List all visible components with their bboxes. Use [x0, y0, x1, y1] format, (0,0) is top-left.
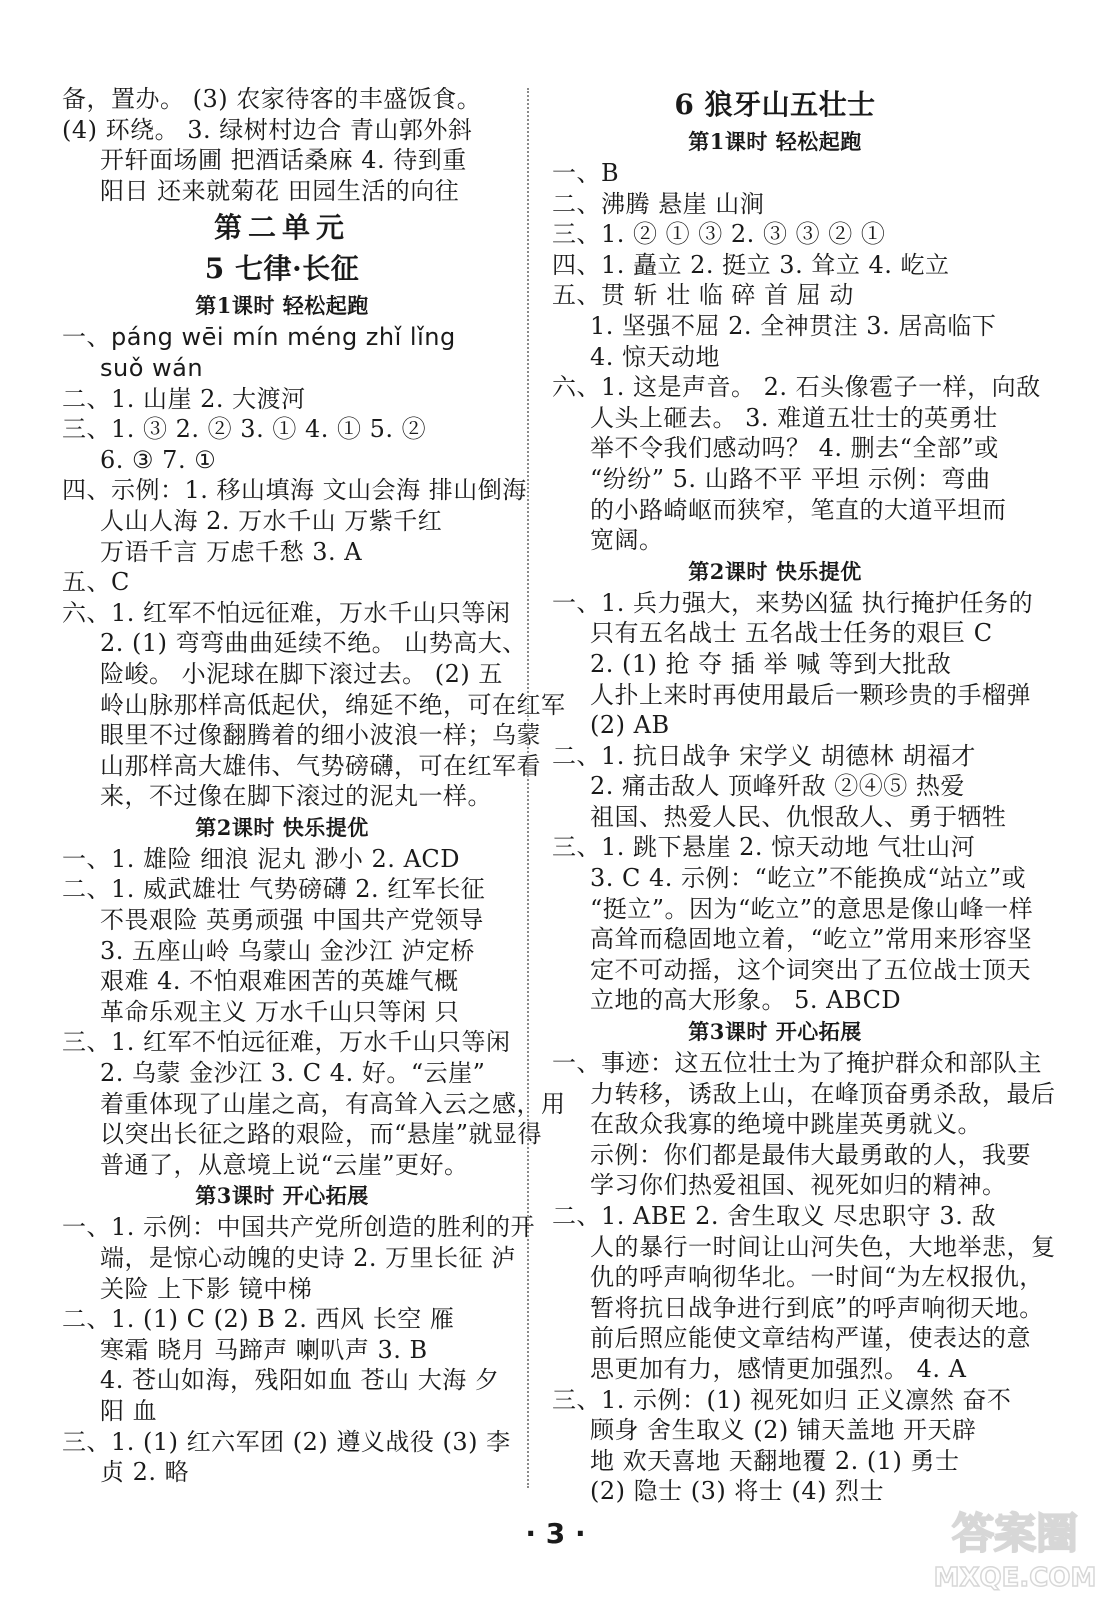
left-answer-line: 一、páng wēi mín méng zhǐ lǐng — [62, 323, 456, 352]
left-answer-line: 眼里不过像翻腾着的细小波浪一样；乌蒙 — [100, 721, 541, 750]
left-answer-line: 阳日 还来就菊花 田园生活的向往 — [100, 176, 460, 205]
right-answer-line: 顾身 舍生取义 (2) 铺天盖地 开天辟 — [590, 1416, 977, 1445]
right-answer-line: (2) 隐士 (3) 将士 (4) 烈士 — [590, 1477, 885, 1506]
right-answer-line: 4. 惊天动地 — [590, 342, 721, 371]
right-answer-line: 二、1. 抗日战争 宋学义 胡德林 胡福才 — [552, 741, 976, 770]
left-answer-line: 五、C — [62, 568, 130, 597]
left-answer-line: 岭山脉那样高低起伏，绵延不绝，可在红军 — [100, 690, 566, 719]
left-answer-line: 开轩面场圃 把酒话桑麻 4. 待到重 — [100, 146, 467, 175]
right-answer-line: 力转移，诱敌上山，在峰顶奋勇杀敌，最后 — [590, 1079, 1056, 1108]
lesson-title: 5 七律·长征 — [204, 252, 360, 286]
section-title: 第1课时 轻松起跑 — [688, 129, 862, 154]
right-answer-line: 宽阔。 — [590, 526, 664, 555]
right-answer-line: 二、沸腾 悬崖 山涧 — [552, 189, 765, 218]
right-answer-line: 在敌众我寡的绝境中跳崖英勇就义。 — [590, 1110, 982, 1139]
left-answer-line: 万语千言 万虑千愁 3. A — [100, 537, 363, 566]
left-answer-line: 6. ③ 7. ① — [100, 445, 217, 474]
left-answer-line: 端，是惊心动魄的史诗 2. 万里长征 泸 — [100, 1244, 516, 1272]
section-title: 第3课时 开心拓展 — [688, 1019, 862, 1045]
right-answer-line: 祖国、热爱人民、仇恨敌人、勇于牺牲 — [590, 802, 1007, 831]
right-answer-line: 学习你们热爱祖国、视死如归的精神。 — [590, 1171, 1007, 1200]
right-answer-line: 定不可动摇，这个词突出了五位战士顶天 — [590, 955, 1031, 984]
left-answer-line: 二、1. 威武雄壮 气势磅礴 2. 红军长征 — [62, 875, 486, 904]
right-answer-line: 四、1. 矗立 2. 挺立 3. 耸立 4. 屹立 — [552, 250, 950, 279]
right-answer-line: 示例：你们都是最伟大最勇敢的人，我要 — [590, 1140, 1031, 1169]
watermark-logo — [925, 1500, 1105, 1595]
left-answer-line: 三、1. 红军不怕远征难，万水千山只等闲 — [62, 1028, 511, 1057]
right-answer-line: 前后照应能使文章结构严谨，使表达的意 — [590, 1324, 1031, 1353]
right-answer-line: 人的暴行一时间让山河失色，大地举悲，复 — [590, 1232, 1056, 1261]
right-answer-line: 二、1. ABE 2. 舍生取义 尽忠职守 3. 敌 — [552, 1202, 996, 1230]
right-answer-line: 三、1. 跳下悬崖 2. 惊天动地 气壮山河 — [552, 833, 976, 862]
right-answer-line: 三、1. 示例：(1) 视死如归 正义凛然 奋不 — [552, 1385, 1012, 1414]
left-answer-line: 2. 乌蒙 金沙江 3. C 4. 好。“云崖” — [100, 1059, 486, 1088]
right-column — [552, 84, 1056, 1507]
right-answer-line: 一、B — [552, 159, 620, 187]
page-number: · 3 · — [525, 1517, 586, 1550]
right-answer-line: (2) AB — [590, 711, 670, 740]
right-answer-line: 六、1. 这是声音。 2. 石头像雹子一样，向敌 — [552, 373, 1041, 402]
left-answer-line: 山那样高大雄伟、气势磅礴，可在红军看 — [100, 751, 541, 780]
column-divider — [527, 88, 529, 1488]
left-answer-line: 六、1. 红军不怕远征难，万水千山只等闲 — [62, 598, 511, 627]
watermark-logo-text: 答案圈 — [951, 1509, 1079, 1558]
right-answer-line: 举不令我们感动吗？ 4. 删去“全部”或 — [590, 434, 999, 463]
left-answer-line: 贞 2. 略 — [100, 1458, 190, 1487]
left-answer-line: 艰难 4. 不怕艰难困苦的英雄气概 — [100, 967, 459, 996]
right-answer-line: 一、事迹：这五位壮士为了掩护群众和部队主 — [552, 1049, 1042, 1078]
left-answer-line: 三、1. ③ 2. ② 3. ① 4. ① 5. ② — [62, 415, 427, 444]
right-answer-line: 只有五名战士 五名战士任务的艰巨 C — [590, 619, 993, 648]
right-answer-line: 三、1. ② ① ③ 2. ③ ③ ② ① — [552, 220, 886, 249]
left-answer-line: 3. 五座山岭 乌蒙山 金沙江 泸定桥 — [100, 936, 475, 965]
left-answer-line: 一、1. 示例：中国共产党所创造的胜利的开 — [62, 1213, 536, 1242]
left-answer-line: 不畏艰险 英勇顽强 中国共产党领导 — [100, 906, 484, 935]
left-answer-line: 阳 血 — [100, 1396, 158, 1425]
left-column — [62, 84, 566, 1488]
right-answer-line: 高耸而稳固地立着，“屹立”常用来形容坚 — [590, 925, 1033, 954]
right-answer-line: 暂将抗日战争进行到底”的呼声响彻天地。 — [590, 1293, 1044, 1322]
left-answer-line: 关险 上下影 镜中梯 — [100, 1274, 313, 1303]
right-answer-line: 人扑上来时再使用最后一颗珍贵的手榴弹 — [590, 680, 1031, 709]
right-answer-line: 3. C 4. 示例：“屹立”不能换成“站立”或 — [590, 864, 1027, 893]
right-answer-line: “纷纷” 5. 山路不平 平坦 示例：弯曲 — [590, 464, 991, 493]
section-title: 第1课时 轻松起跑 — [195, 293, 369, 319]
left-answer-line: 着重体现了山崖之高，有高耸入云之感，用 — [100, 1089, 566, 1118]
right-answer-line: 一、1. 兵力强大，来势凶猛 执行掩护任务的 — [552, 588, 1034, 617]
left-answer-line: suǒ wán — [100, 353, 204, 382]
left-answer-line: 普通了，从意境上说“云崖”更好。 — [100, 1150, 469, 1179]
left-answer-line: 来，不过像在脚下滚过的泥丸一样。 — [100, 782, 492, 811]
left-answer-line: 备，置办。 (3) 农家待客的丰盛饭食。 — [62, 85, 482, 113]
right-answer-line: 的小路崎岖而狭窄，笔直的大道平坦而 — [590, 495, 1007, 524]
left-answer-line: 四、示例：1. 移山填海 文山会海 排山倒海 — [62, 476, 527, 505]
right-answer-line: 2. (1) 抢 夺 插 举 喊 等到大批敌 — [590, 649, 952, 678]
left-answer-line: 三、1. (1) 红六军团 (2) 遵义战役 (3) 李 — [62, 1427, 511, 1456]
left-answer-line: 4. 苍山如海，残阳如血 苍山 大海 夕 — [100, 1366, 500, 1395]
left-answer-line: 2. (1) 弯弯曲曲延续不绝。 山势高大、 — [100, 629, 527, 658]
left-answer-line: 人山人海 2. 万水千山 万紫千红 — [100, 506, 443, 535]
section-title: 第2课时 快乐提优 — [688, 558, 862, 584]
right-answer-line: 仇的呼声响彻华北。一时间“为左权报仇， — [590, 1263, 1044, 1292]
right-answer-line: 思更加有力，感情更加强烈。 4. A — [590, 1354, 967, 1383]
left-answer-line: 二、1. (1) C (2) B 2. 西风 长空 雁 — [62, 1305, 455, 1334]
left-answer-line: 险峻。 小泥球在脚下滚过去。 (2) 五 — [100, 659, 503, 688]
section-title: 第2课时 快乐提优 — [195, 814, 369, 840]
right-answer-line: 地 欢天喜地 天翻地覆 2. (1) 勇士 — [590, 1446, 960, 1475]
right-answer-line: 人头上砸去。 3. 难道五壮士的英勇壮 — [590, 403, 998, 432]
unit-title: 第二单元 — [213, 211, 350, 245]
left-answer-line: 二、1. 山崖 2. 大渡河 — [62, 384, 306, 413]
right-answer-line: 1. 坚强不屈 2. 全神贯注 3. 居高临下 — [590, 311, 997, 340]
left-answer-line: 寒霜 晓月 马蹄声 喇叭声 3. B — [100, 1335, 428, 1364]
right-answer-line: 五、贯 斩 壮 临 碎 首 屈 动 — [552, 281, 854, 310]
right-answer-line: “挺立”。因为“屹立”的意思是像山峰一样 — [590, 894, 1034, 923]
lesson-title: 6 狼牙山五壮士 — [674, 88, 876, 121]
watermark-domain-text: MXQE.COM — [933, 1563, 1097, 1593]
left-answer-line: 一、1. 雄险 细浪 泥丸 渺小 2. ACD — [62, 844, 461, 873]
right-answer-line: 2. 痛击敌人 顶峰歼敌 ②④⑤ 热爱 — [590, 772, 965, 801]
section-title: 第3课时 开心拓展 — [195, 1183, 369, 1209]
left-answer-line: 以突出长征之路的艰险，而“悬崖”就显得 — [100, 1120, 543, 1149]
left-answer-line: (4) 环绕。 3. 绿树村边合 青山郭外斜 — [62, 115, 473, 144]
right-answer-line: 立地的高大形象。 5. ABCD — [590, 986, 902, 1015]
left-answer-line: 革命乐观主义 万水千山只等闲 只 — [100, 997, 460, 1026]
